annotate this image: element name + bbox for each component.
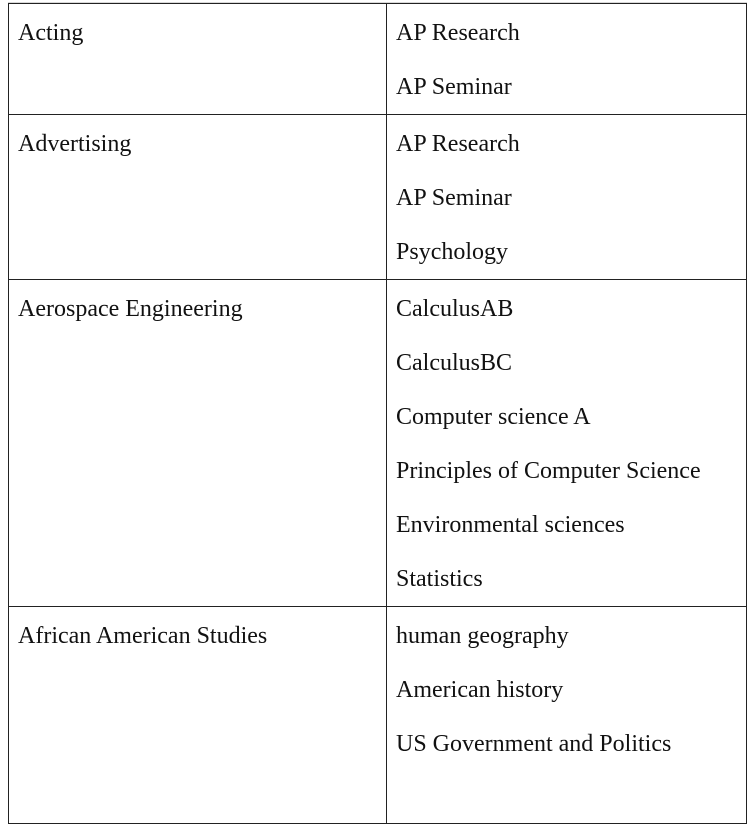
major-cell	[9, 4, 387, 115]
course-item: Statistics	[396, 566, 483, 592]
major-name: Aerospace Engineering	[18, 296, 243, 322]
course-item: US Government and Politics	[396, 731, 672, 757]
major-cell	[9, 115, 387, 280]
major-cell	[9, 280, 387, 607]
course-item: CalculusAB	[396, 296, 514, 322]
course-item: AP Research	[396, 131, 520, 157]
courses-cell	[387, 4, 747, 115]
majors-courses-table	[8, 3, 747, 824]
courses-cell	[387, 607, 747, 824]
course-item: AP Seminar	[396, 74, 512, 100]
major-name: Acting	[18, 20, 84, 46]
courses-cell	[387, 115, 747, 280]
course-item: CalculusBC	[396, 350, 513, 376]
course-item: American history	[396, 677, 564, 703]
course-item: Psychology	[396, 239, 509, 265]
course-item: human geography	[396, 623, 569, 649]
major-name: African American Studies	[18, 623, 268, 649]
table-row	[9, 115, 747, 280]
course-item: Principles of Computer Science	[396, 458, 701, 484]
course-item: Environmental sciences	[396, 512, 625, 538]
course-item: AP Seminar	[396, 185, 512, 211]
courses-cell	[387, 280, 747, 607]
table-row	[9, 280, 747, 607]
course-item: Computer science A	[396, 404, 591, 430]
major-cell	[9, 607, 387, 824]
table-row	[9, 607, 747, 824]
major-name: Advertising	[18, 131, 132, 157]
course-item: AP Research	[396, 20, 520, 46]
table-row	[9, 4, 747, 115]
